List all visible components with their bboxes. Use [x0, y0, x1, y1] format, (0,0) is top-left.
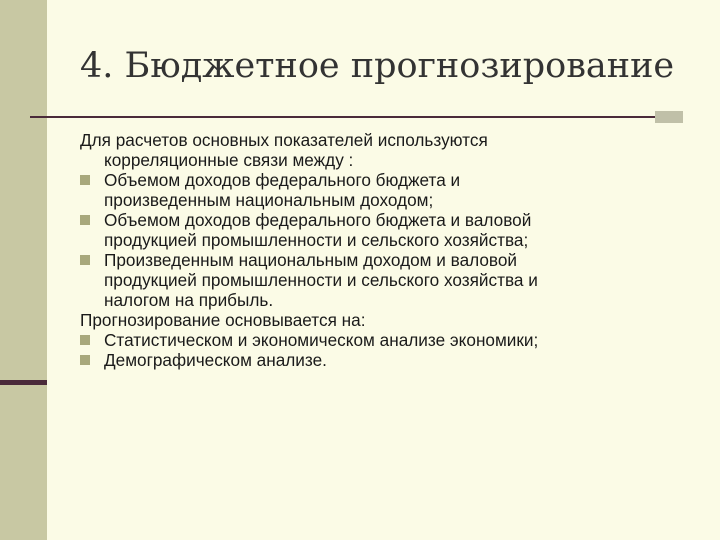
slide-body — [80, 130, 700, 370]
square-bullet-icon — [80, 215, 90, 225]
intro-line-1: Для расчетов основных показателей используются — [80, 130, 488, 150]
list-item: Объемом доходов федерального бюджета и валовой продукцией промышленности и сельского хозяйства; — [80, 210, 700, 250]
list-item: Демографическом анализе. — [80, 350, 700, 370]
decorative-sidebar — [0, 0, 47, 540]
list-item: Произведенным национальным доходом и валовой продукцией промышленности и сельского хозяйства и налогом на прибыль. — [80, 250, 700, 310]
square-bullet-icon — [80, 335, 90, 345]
list-item: Объемом доходов федерального бюджета и произведенным национальным доходом; — [80, 170, 700, 210]
intro-line-2: корреляционные связи между : — [104, 150, 354, 170]
slide-title: 4. Бюджетное прогнозирование — [80, 46, 675, 86]
second-heading: Прогнозирование основывается на: — [80, 310, 366, 330]
title-divider — [30, 116, 656, 118]
intro-paragraph — [80, 130, 700, 170]
square-bullet-icon — [80, 175, 90, 185]
square-bullet-icon — [80, 255, 90, 265]
sidebar-accent-bar — [0, 380, 47, 385]
list-item: Статистическом и экономическом анализе экономики; — [80, 330, 700, 350]
square-bullet-icon — [80, 355, 90, 365]
divider-accent-block — [655, 111, 683, 123]
